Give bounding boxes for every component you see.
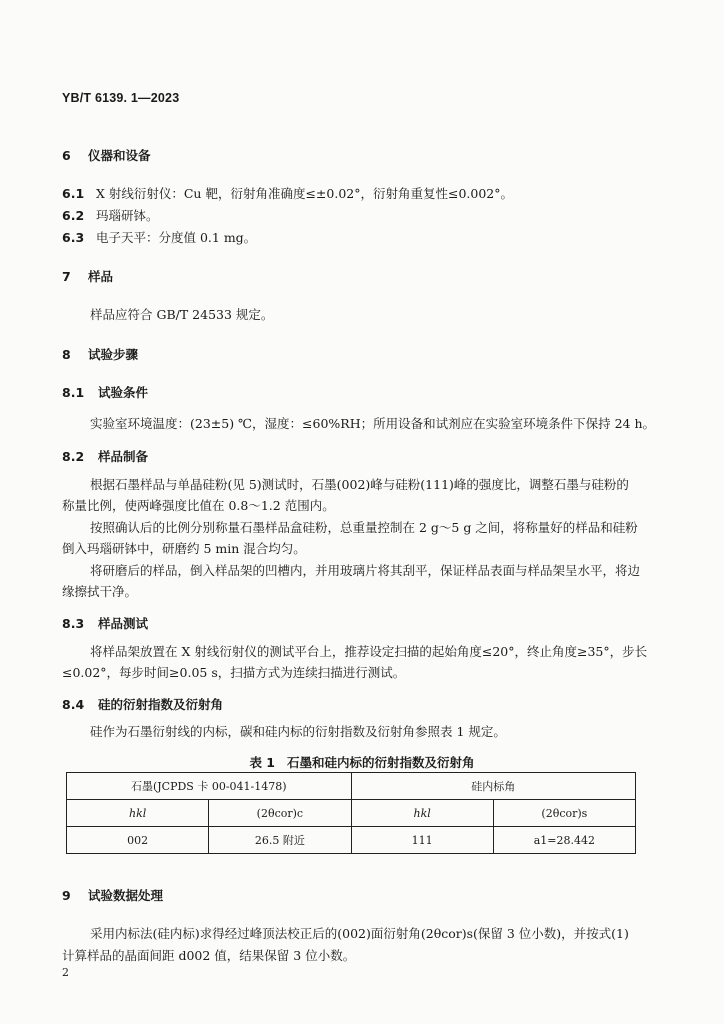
section-8-4-text: 硅作为石墨衍射线的内标，碳和硅内标的衍射指数及衍射角参照表 1 规定。 <box>90 724 506 739</box>
table-row <box>67 827 636 854</box>
table-sub-header: hkl <box>351 800 493 827</box>
section-title: 试验条件 <box>98 385 149 400</box>
page-number: 2 <box>62 966 69 979</box>
table-sub-header-row <box>67 800 636 827</box>
item-6-1 <box>62 184 513 202</box>
section-number: 8 <box>62 347 71 362</box>
section-title: 样品测试 <box>98 616 149 631</box>
section-title: 仪器和设备 <box>88 148 151 163</box>
table-1 <box>66 772 636 854</box>
table-cell: a1=28.442 <box>493 827 635 854</box>
section-number: 7 <box>62 269 71 284</box>
item-text: X 射线衍射仪：Cu 靶，衍射角准确度≤±0.02°，衍射角重复性≤0.002°。 <box>96 186 513 201</box>
section-9-heading <box>62 886 163 904</box>
section-7-heading <box>62 267 113 285</box>
paragraph-line: 缘擦拭干净。 <box>62 584 138 599</box>
section-number: 9 <box>62 888 71 903</box>
section-8-1-heading <box>62 383 148 401</box>
section-title: 样品 <box>88 269 114 284</box>
section-title: 硅的衍射指数及衍射角 <box>98 697 224 712</box>
item-number: 6.2 <box>62 208 85 223</box>
section-title: 试验数据处理 <box>88 888 164 903</box>
section-title: 试验步骤 <box>88 347 139 362</box>
paragraph-line: 将研磨后的样品，倒入样品架的凹槽内，并用玻璃片将其刮平，保证样品表面与样品架呈水平，将边 <box>90 563 641 578</box>
section-number: 8.2 <box>62 449 85 464</box>
section-8-4-heading <box>62 695 223 713</box>
paragraph-line: 按照确认后的比例分别称量石墨样品盒硅粉，总重量控制在 2 g～5 g 之间，将称量好的样品和硅粉 <box>90 520 638 535</box>
paragraph-line: 倒入玛瑙研钵中，研磨约 5 min 混合均匀。 <box>62 541 306 556</box>
table-cell: 002 <box>67 827 209 854</box>
table-sub-header: hkl <box>67 800 209 827</box>
table-group-header: 硅内标角 <box>351 773 636 800</box>
table-1-caption <box>0 753 724 771</box>
table-sub-header: (2θcor)c <box>209 800 351 827</box>
item-6-2 <box>62 206 159 224</box>
table-sub-header: (2θcor)s <box>493 800 635 827</box>
section-8-1-text: 实验室环境温度：(23±5) ℃，湿度：≤60%RH；所用设备和试剂应在实验室环境条件下保持 24 h。 <box>90 416 656 431</box>
paragraph-line: 根据石墨样品与单晶硅粉(见 5)测试时，石墨(002)峰与硅粉(111)峰的强度比，调整石墨与硅粉的 <box>90 477 629 492</box>
item-text: 玛瑙研钵。 <box>96 208 159 223</box>
section-number: 8.1 <box>62 385 85 400</box>
item-number: 6.1 <box>62 186 85 201</box>
item-text: 电子天平：分度值 0.1 mg。 <box>96 230 257 245</box>
item-6-3 <box>62 228 256 246</box>
section-8-3-heading <box>62 614 148 632</box>
paragraph-line: ≤0.02°，每步时间≥0.05 s，扫描方式为连续扫描进行测试。 <box>62 665 406 680</box>
table-group-header-row <box>67 773 636 800</box>
caption-number: 表 1 <box>249 755 276 770</box>
section-number: 8.3 <box>62 616 85 631</box>
paragraph-line: 称量比例，使两峰强度比值在 0.8～1.2 范围内。 <box>62 498 335 513</box>
table-cell: 111 <box>351 827 493 854</box>
item-number: 6.3 <box>62 230 85 245</box>
table-group-header: 石墨(JCPDS 卡 00-041-1478) <box>67 773 352 800</box>
section-7-text: 样品应符合 GB/T 24533 规定。 <box>90 307 274 322</box>
paragraph-line: 将样品架放置在 X 射线衍射仪的测试平台上，推荐设定扫描的起始角度≤20°，终止角度≥35°，步长 <box>90 644 648 659</box>
section-8-heading <box>62 345 138 363</box>
section-title: 样品制备 <box>98 449 149 464</box>
section-number: 8.4 <box>62 697 85 712</box>
paragraph-line: 计算样品的晶面间距 d002 值，结果保留 3 位小数。 <box>62 948 356 963</box>
table-cell: 26.5 附近 <box>209 827 351 854</box>
section-8-2-heading <box>62 447 148 465</box>
standard-code: YB/T 6139. 1—2023 <box>62 91 180 105</box>
caption-title: 石墨和硅内标的衍射指数及衍射角 <box>287 755 475 770</box>
section-6-heading <box>62 146 151 164</box>
paragraph-line: 采用内标法(硅内标)求得经过峰顶法校正后的(002)面衍射角(2θcor)s(保留 3 位小数)，并按式(1) <box>90 926 629 941</box>
section-number: 6 <box>62 148 71 163</box>
